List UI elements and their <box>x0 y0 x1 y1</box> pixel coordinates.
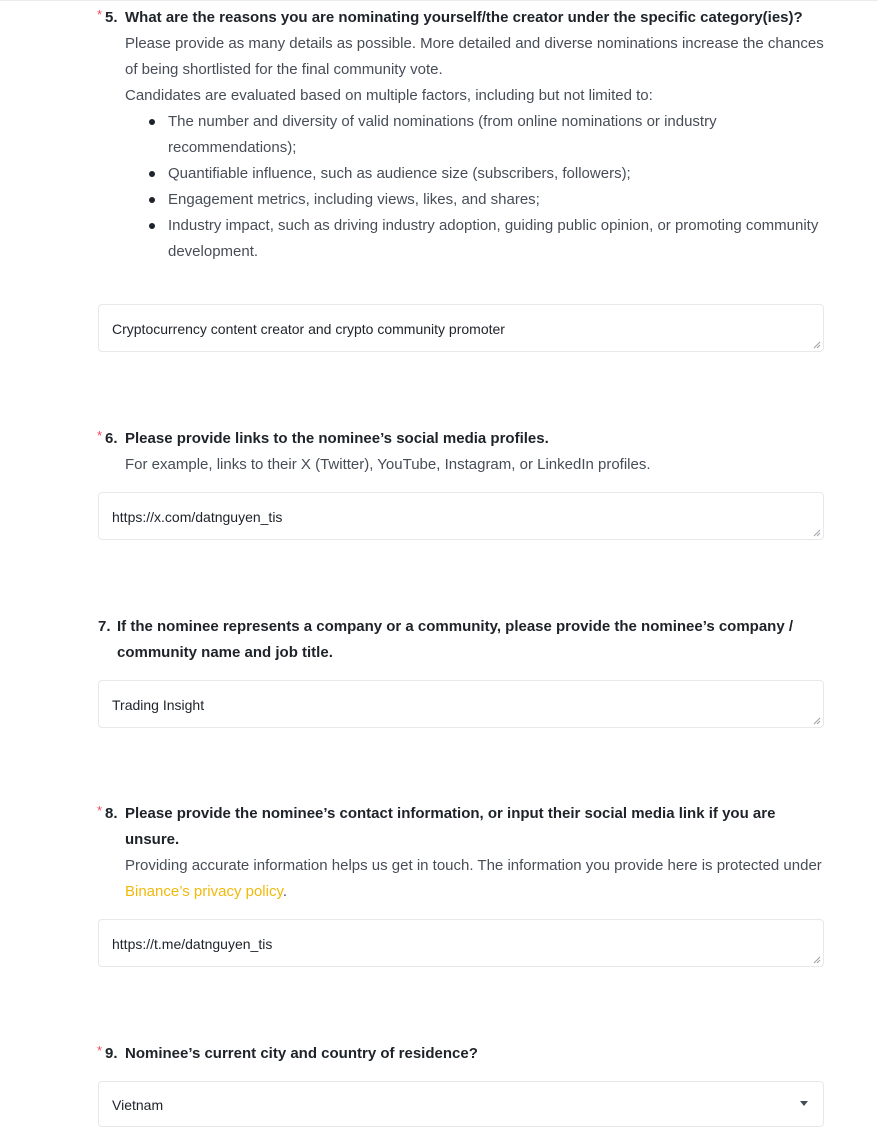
question-7-answer-value: Trading Insight <box>112 697 205 713</box>
criteria-item: Industry impact, such as driving industry adoption, guiding public opinion, or promoting community development. <box>168 213 824 265</box>
resize-handle-icon[interactable] <box>813 717 821 725</box>
question-8-answer-textarea[interactable] <box>98 919 824 967</box>
question-6-answer-textarea[interactable] <box>98 492 824 540</box>
resize-handle-icon[interactable] <box>813 956 821 964</box>
question-5-text: What are the reasons you are nominating yourself/the creator under the specific category(ies)? <box>125 9 803 26</box>
criteria-item: Quantifiable influence, such as audience size (subscribers, followers); <box>168 161 824 187</box>
privacy-policy-link[interactable]: Binance’s privacy policy <box>125 883 283 900</box>
question-5-answer-textarea[interactable] <box>98 304 824 352</box>
question-7-title <box>98 614 824 666</box>
question-9 <box>98 1041 824 1067</box>
caret-down-icon[interactable] <box>800 1101 808 1106</box>
question-5-answer-value: Cryptocurrency content creator and crypto community promoter <box>112 321 505 337</box>
question-9-number: 9. <box>105 1045 118 1062</box>
country-select-value: Vietnam <box>112 1097 164 1113</box>
required-mark: * <box>97 428 103 443</box>
question-7-text: If the nominee represents a company or a community, please provide the nominee’s company / community name and job title. <box>117 618 794 661</box>
question-6-description <box>98 452 824 478</box>
question-8-hint-end: . <box>282 883 288 900</box>
question-6 <box>98 426 824 478</box>
question-6-answer-value: https://x.com/datnguyen_tis <box>112 509 283 525</box>
required-mark: * <box>97 7 103 22</box>
question-7-number: 7. <box>98 618 111 635</box>
required-mark: * <box>97 803 103 818</box>
question-8-text: Please provide the nominee’s contact information, or input their social media link if you are unsure. <box>125 805 776 848</box>
question-6-number: 6. <box>105 430 118 447</box>
criteria-item: The number and diversity of valid nominations (from online nominations or industry recommendations); <box>168 109 824 161</box>
question-7-answer-textarea[interactable] <box>98 680 824 728</box>
question-8-description <box>98 853 824 905</box>
top-divider <box>0 0 878 1</box>
question-8-hint-text: Providing accurate information helps us get in touch. The information you provide here is protected under <box>125 857 822 874</box>
question-8-hint <box>125 853 824 905</box>
required-mark: * <box>97 1043 103 1058</box>
question-5-intro: Please provide as many details as possible. More detailed and diverse nominations increase the chances of being shortlisted for the final community vote. <box>125 35 824 78</box>
question-9-text: Nominee’s current city and country of residence? <box>125 1045 478 1062</box>
criteria-list <box>125 109 824 265</box>
question-6-title <box>98 426 824 452</box>
question-6-text: Please provide links to the nominee’s social media profiles. <box>125 430 549 447</box>
question-7 <box>98 614 824 666</box>
question-5-description <box>98 31 824 265</box>
question-8-title <box>98 801 824 853</box>
resize-handle-icon[interactable] <box>813 529 821 537</box>
question-8-number: 8. <box>105 805 118 822</box>
question-5 <box>98 5 824 265</box>
question-5-title <box>98 5 824 31</box>
criteria-item: Engagement metrics, including views, likes, and shares; <box>168 187 824 213</box>
question-5-number: 5. <box>105 9 118 26</box>
question-9-title <box>98 1041 824 1067</box>
resize-handle-icon[interactable] <box>813 341 821 349</box>
question-8-answer-value: https://t.me/datnguyen_tis <box>112 936 273 952</box>
question-6-hint: For example, links to their X (Twitter), YouTube, Instagram, or LinkedIn profiles. <box>125 456 651 473</box>
question-5-criteria-intro: Candidates are evaluated based on multiple factors, including but not limited to: <box>125 87 653 104</box>
question-8 <box>98 801 824 905</box>
country-select[interactable] <box>98 1081 824 1127</box>
